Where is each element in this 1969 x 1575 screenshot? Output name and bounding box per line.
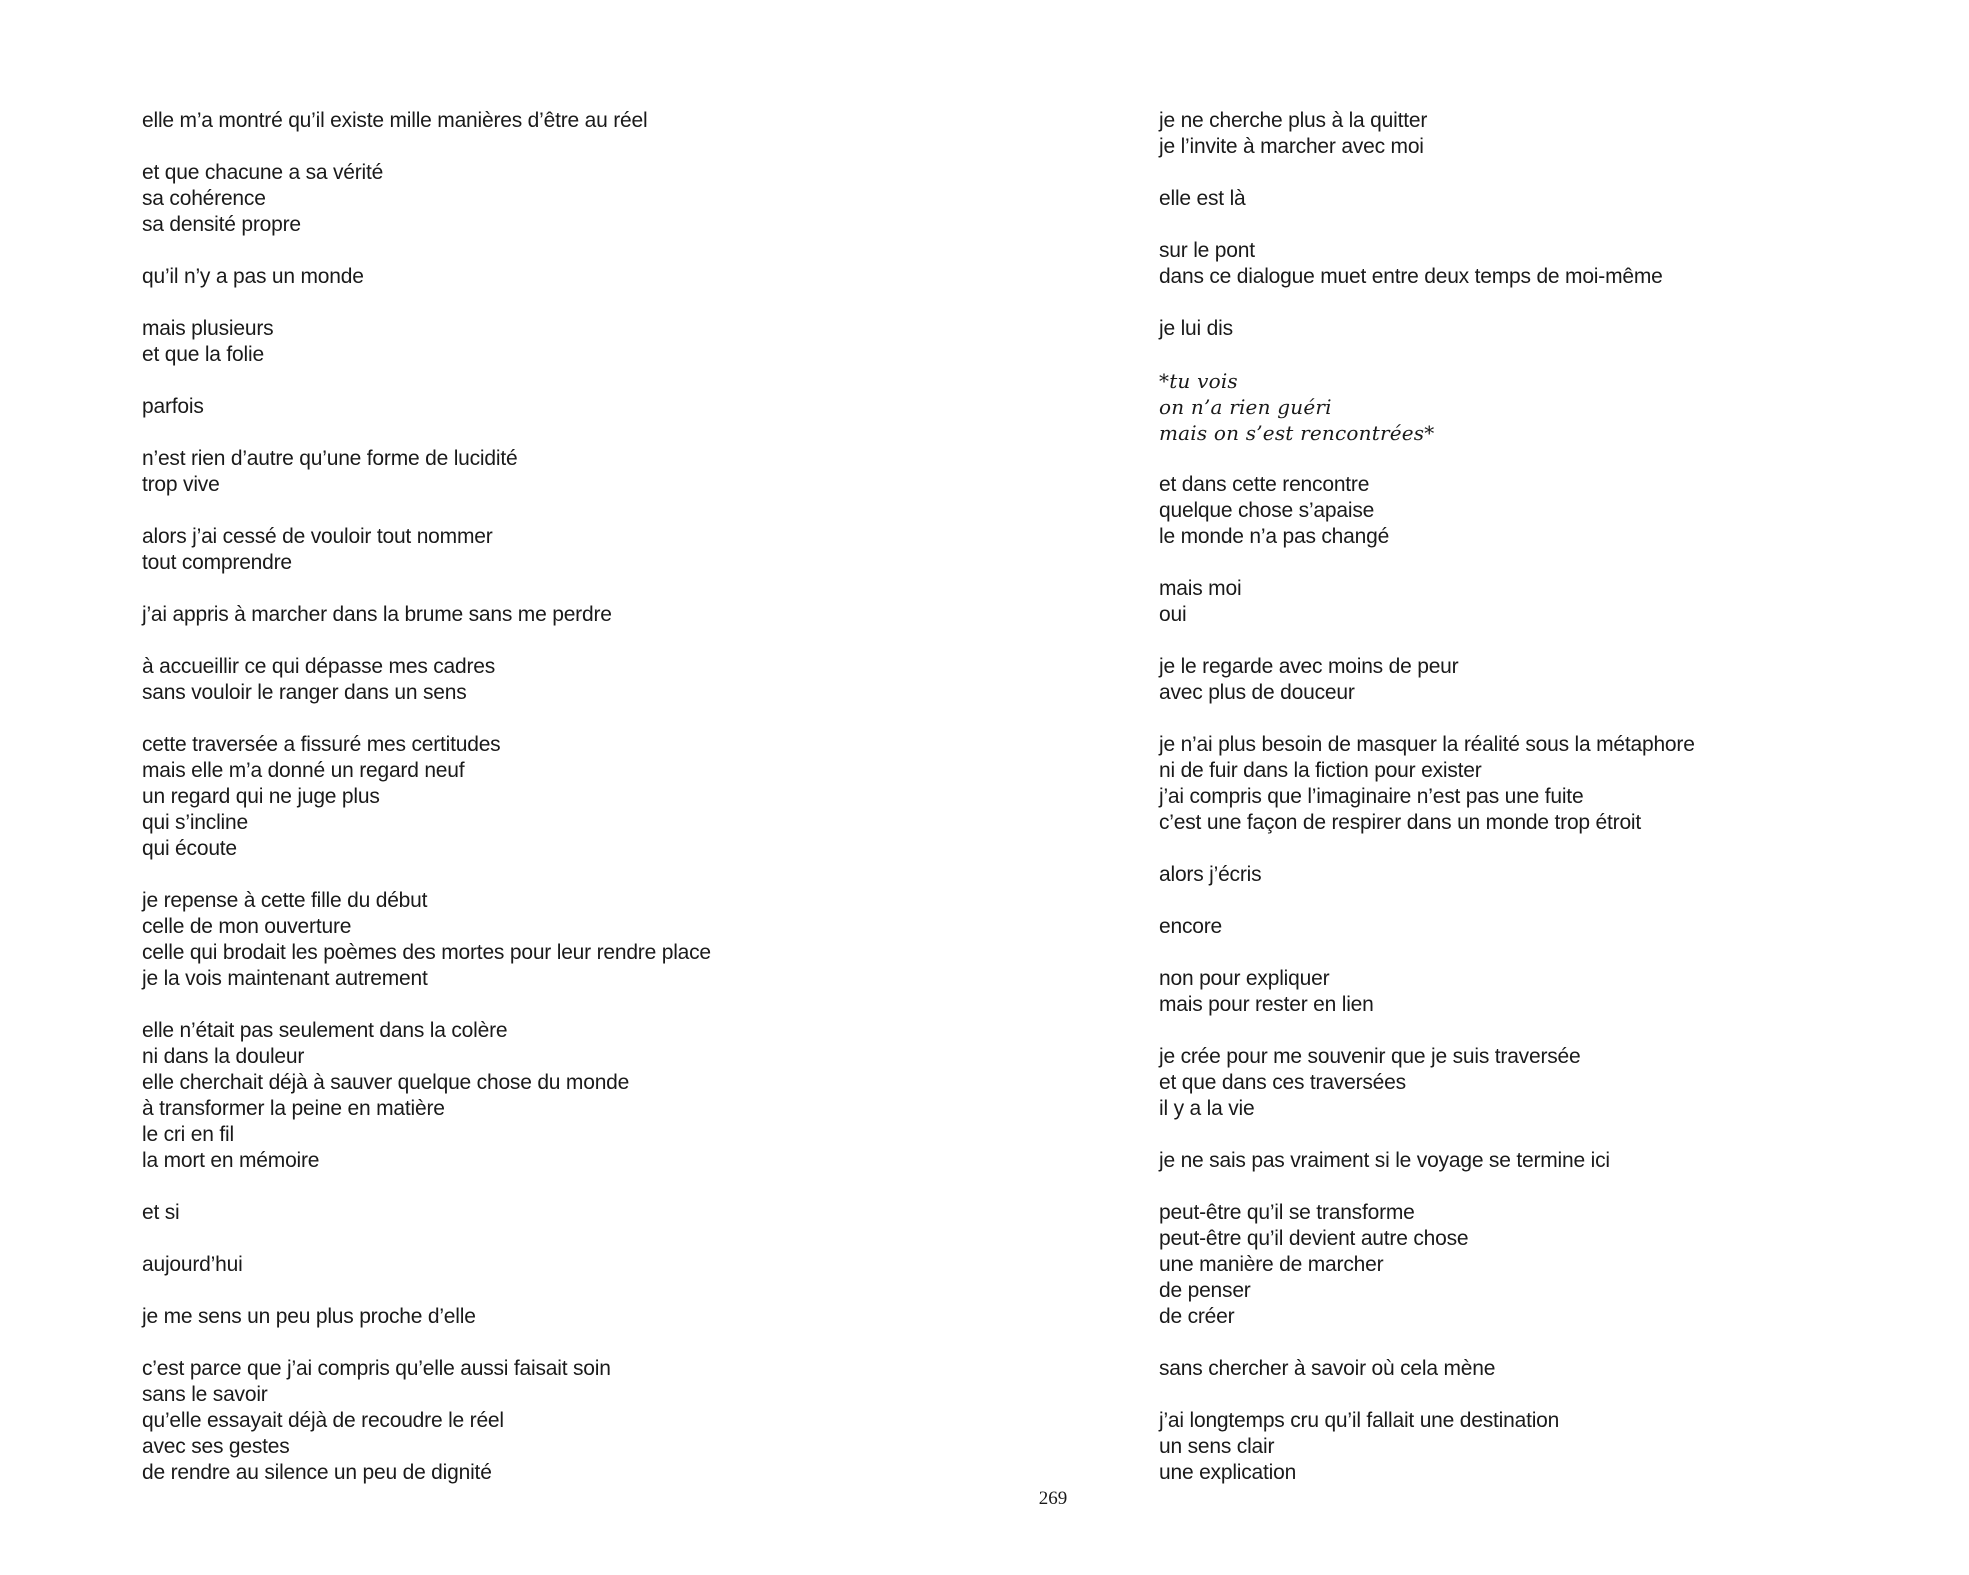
right-stanza: [1159, 1200, 1969, 1330]
right-stanza: [1159, 966, 1969, 1018]
left-stanza: [142, 732, 962, 862]
poem-line: trop vive: [142, 473, 220, 496]
poem-line: avec plus de douceur: [1159, 681, 1355, 704]
poem-line: sur le pont: [1159, 239, 1255, 262]
right-stanza: [1159, 238, 1969, 290]
poem-line: on n’a rien guéri: [1159, 395, 1332, 419]
poem-line: à transformer la peine en matière: [142, 1097, 445, 1120]
poem-line: je ne sais pas vraiment si le voyage se termine ici: [1159, 1149, 1610, 1172]
right-stanza: [1159, 316, 1969, 342]
left-stanza: [142, 316, 962, 368]
poem-line: n’est rien d’autre qu’une forme de lucidité: [142, 447, 518, 470]
poem-line: une explication: [1159, 1461, 1297, 1484]
right-stanza: [1159, 914, 1969, 940]
left-page-text: [142, 108, 962, 1512]
poem-line: sa densité propre: [142, 213, 301, 236]
poem-line: un regard qui ne juge plus: [142, 785, 380, 808]
poem-line: il y a la vie: [1159, 1097, 1255, 1120]
poem-line: elle m’a montré qu’il existe mille manières d’être au réel: [142, 109, 648, 132]
poem-line: je la vois maintenant autrement: [142, 967, 428, 990]
left-stanza: [142, 1356, 962, 1486]
poem-line: et que dans ces traversées: [1159, 1071, 1406, 1094]
poem-line: le cri en fil: [142, 1123, 234, 1146]
poem-line: je crée pour me souvenir que je suis traversée: [1159, 1045, 1581, 1068]
right-stanza: [1159, 1408, 1969, 1486]
poem-line: et dans cette rencontre: [1159, 473, 1370, 496]
right-stanza: [1159, 732, 1969, 836]
poem-line: j’ai compris que l’imaginaire n’est pas une fuite: [1159, 785, 1584, 808]
poem-line: de créer: [1159, 1305, 1235, 1328]
right-stanza: [1159, 186, 1969, 212]
poem-line: *tu vois: [1159, 369, 1238, 393]
poem-line: mais elle m’a donné un regard neuf: [142, 759, 465, 782]
poem-line: tout comprendre: [142, 551, 292, 574]
poem-line: elle n’était pas seulement dans la colère: [142, 1019, 508, 1042]
poem-line: elle cherchait déjà à sauver quelque chose du monde: [142, 1071, 630, 1094]
left-stanza: [142, 108, 962, 134]
poem-line: c’est parce que j’ai compris qu’elle aussi faisait soin: [142, 1357, 611, 1380]
poem-line: de penser: [1159, 1279, 1251, 1302]
poem-line: et que chacune a sa vérité: [142, 161, 384, 184]
left-stanza: [142, 888, 962, 992]
left-stanza: [142, 446, 962, 498]
poem-line: je ne cherche plus à la quitter: [1159, 109, 1428, 132]
poem-line: et que la folie: [142, 343, 264, 366]
poem-line: mais on s’est rencontrées*: [1159, 421, 1435, 445]
poem-line: qu’il n’y a pas un monde: [142, 265, 364, 288]
right-stanza: [1159, 472, 1969, 550]
left-stanza: [142, 160, 962, 238]
poem-line: j’ai longtemps cru qu’il fallait une destination: [1159, 1409, 1560, 1432]
poem-line: alors j’écris: [1159, 863, 1262, 886]
left-stanza: [142, 394, 962, 420]
poem-line: alors j’ai cessé de vouloir tout nommer: [142, 525, 493, 548]
poem-line: un sens clair: [1159, 1435, 1275, 1458]
poem-line: ni dans la douleur: [142, 1045, 305, 1068]
poem-line: peut-être qu’il se transforme: [1159, 1201, 1415, 1224]
right-page-text: [1159, 108, 1969, 1512]
poem-line: à accueillir ce qui dépasse mes cadres: [142, 655, 496, 678]
poem-line: encore: [1159, 915, 1223, 938]
poem-line: je me sens un peu plus proche d’elle: [142, 1305, 476, 1328]
poem-line: sa cohérence: [142, 187, 266, 210]
poem-line: je repense à cette fille du début: [142, 889, 428, 912]
poem-line: peut-être qu’il devient autre chose: [1159, 1227, 1469, 1250]
poem-line: celle qui brodait les poèmes des mortes pour leur rendre place: [142, 941, 711, 964]
left-stanza: [142, 264, 962, 290]
poem-line: mais plusieurs: [142, 317, 274, 340]
right-stanza: [1159, 576, 1969, 628]
poem-line: je l’invite à marcher avec moi: [1159, 135, 1424, 158]
poem-line: une manière de marcher: [1159, 1253, 1384, 1276]
poem-line: mais moi: [1159, 577, 1242, 600]
poem-line: cette traversée a fissuré mes certitudes: [142, 733, 501, 756]
poem-line: parfois: [142, 395, 204, 418]
poem-line: celle de mon ouverture: [142, 915, 352, 938]
poem-line: sans chercher à savoir où cela mène: [1159, 1357, 1496, 1380]
poem-line: mais pour rester en lien: [1159, 993, 1374, 1016]
page-number: 269: [1038, 1488, 1068, 1509]
poem-line: avec ses gestes: [142, 1435, 290, 1458]
poem-line: sans le savoir: [142, 1383, 268, 1406]
poem-line: j’ai appris à marcher dans la brume sans me perdre: [142, 603, 612, 626]
poem-line: qui écoute: [142, 837, 237, 860]
poem-line: de rendre au silence un peu de dignité: [142, 1461, 492, 1484]
left-stanza: [142, 1304, 962, 1330]
poem-line: et si: [142, 1201, 180, 1224]
poem-line: aujourd’hui: [142, 1253, 243, 1276]
poem-line: ni de fuir dans la fiction pour exister: [1159, 759, 1482, 782]
poem-line: je n’ai plus besoin de masquer la réalité sous la métaphore: [1159, 733, 1695, 756]
left-stanza: [142, 654, 962, 706]
poem-line: non pour expliquer: [1159, 967, 1330, 990]
left-stanza: [142, 1200, 962, 1226]
poem-line: je le regarde avec moins de peur: [1159, 655, 1459, 678]
poem-line: qu’elle essayait déjà de recoudre le réel: [142, 1409, 504, 1432]
poem-line: dans ce dialogue muet entre deux temps de moi-même: [1159, 265, 1663, 288]
right-stanza: [1159, 862, 1969, 888]
right-stanza: [1159, 1356, 1969, 1382]
poem-line: la mort en mémoire: [142, 1149, 320, 1172]
right-stanza: [1159, 654, 1969, 706]
right-stanza: [1159, 1044, 1969, 1122]
poem-line: quelque chose s’apaise: [1159, 499, 1375, 522]
left-stanza: [142, 1252, 962, 1278]
right-stanza: [1159, 368, 1969, 446]
poem-line: le monde n’a pas changé: [1159, 525, 1390, 548]
right-stanza: [1159, 108, 1969, 160]
left-stanza: [142, 524, 962, 576]
left-stanza: [142, 1018, 962, 1174]
poem-line: je lui dis: [1159, 317, 1233, 340]
poem-line: sans vouloir le ranger dans un sens: [142, 681, 467, 704]
poem-line: qui s’incline: [142, 811, 248, 834]
right-stanza: [1159, 1148, 1969, 1174]
poem-line: oui: [1159, 603, 1187, 626]
left-stanza: [142, 602, 962, 628]
poem-line: elle est là: [1159, 187, 1246, 210]
poem-line: c’est une façon de respirer dans un monde trop étroit: [1159, 811, 1642, 834]
